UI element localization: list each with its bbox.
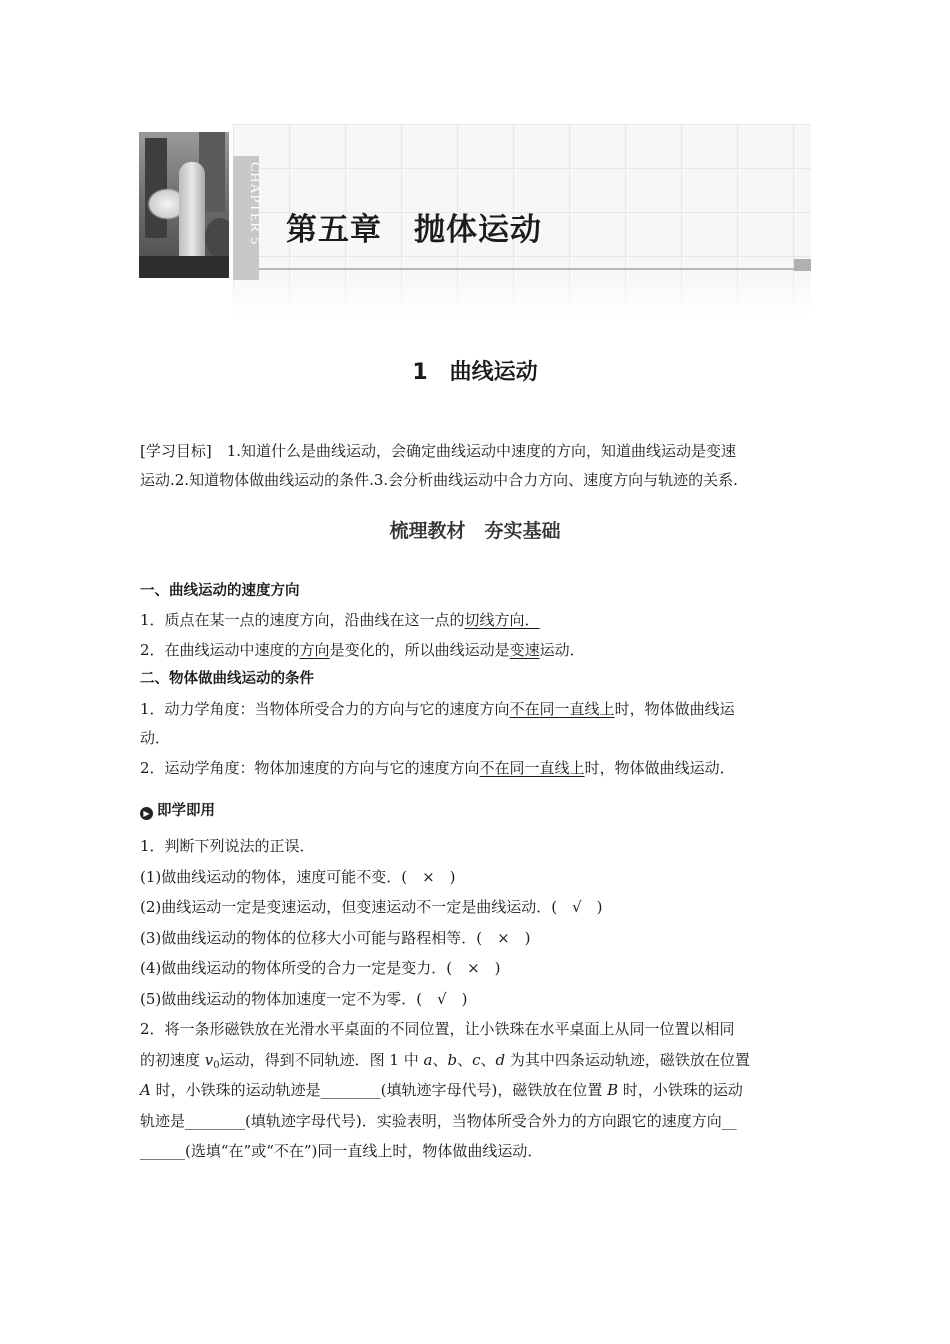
chapter-tab: [233, 156, 262, 280]
answer-blank: 不在同一直线上: [479, 759, 585, 777]
judgment-2: (2)曲线运动一定是变速运动，但变速运动不一定是曲线运动．( √ ): [140, 898, 603, 916]
part1-item2: 2．在曲线运动中速度的方向是变化的，所以曲线运动是变速运动．: [140, 641, 585, 659]
section-banner: 梳理教材 夯实基础: [389, 520, 561, 542]
part2-heading: 二、物体做曲线运动的条件: [140, 671, 314, 687]
question-2-line-5: ______(选填“在”或“不在”)同一直线上时，物体做曲线运动．: [140, 1142, 543, 1160]
answer-blank: 变速: [509, 641, 540, 659]
objectives-line-1: [学习目标] 1.知道什么是曲线运动，会确定曲线运动中速度的方向，知道曲线运动是变速: [140, 442, 737, 460]
lesson-title: 1 曲线运动: [412, 360, 538, 385]
question-2-line-2: 的初速度 $v_0$运动，得到不同轨迹．图 1 中 a、b、c、d 为其中四条运动轨迹，磁铁放在位置: [140, 1051, 750, 1071]
answer-blank: 不在同一直线上: [509, 700, 615, 718]
chapter-banner: [139, 124, 811, 316]
judgment-4: (4)做曲线运动的物体所受的合力一定是变力．( × ): [140, 959, 501, 977]
merlion-photo: [139, 132, 229, 278]
part1-item1: 1．质点在某一点的速度方向，沿曲线在这一点的切线方向．: [140, 611, 540, 629]
play-icon: ▶: [140, 807, 153, 820]
question-2-line-3: A 时，小铁珠的运动轨迹是________(填轨迹字母代号)，磁铁放在位置 B 时，小铁珠的运动: [140, 1081, 743, 1099]
banner-accent-block: [794, 259, 811, 271]
part2-item2: 2．运动学角度：物体加速度的方向与它的速度方向不在同一直线上时，物体做曲线运动．: [140, 759, 735, 777]
question-2-line-4: 轨迹是________(填轨迹字母代号)．实验表明，当物体所受合外力的方向跟它的速度方向__: [140, 1112, 737, 1130]
answer-blank: 方向: [299, 641, 330, 659]
judgment-5: (5)做曲线运动的物体加速度一定不为零．( √ ): [140, 990, 468, 1008]
practice-label: ▶ 即学即用: [140, 800, 215, 822]
question-2-line-1: 2．将一条形磁铁放在光滑水平桌面的不同位置，让小铁珠在水平桌面上从同一位置以相同: [140, 1020, 735, 1038]
judgment-3: (3)做曲线运动的物体的位移大小可能与路程相等．( × ): [140, 929, 531, 947]
objectives-line-2: 运动.2.知道物体做曲线运动的条件.3.会分析曲线运动中合力方向、速度方向与轨迹的关系.: [140, 471, 738, 489]
chapter-tab-label: CHAPTER 5: [247, 162, 262, 246]
question-1: 1．判断下列说法的正误．: [140, 837, 315, 855]
judgment-1: (1)做曲线运动的物体，速度可能不变．( × ): [140, 868, 456, 886]
part1-heading: 一、曲线运动的速度方向: [140, 583, 300, 599]
part2-item1-cont: 动．: [140, 729, 171, 747]
chapter-title: 第五章 抛体运动: [286, 212, 542, 248]
banner-rule: [259, 268, 811, 270]
answer-blank: 切线方向．: [464, 611, 540, 629]
banner-fade: [233, 274, 811, 316]
part2-item1: 1．动力学角度：当物体所受合力的方向与它的速度方向不在同一直线上时，物体做曲线运: [140, 700, 735, 718]
